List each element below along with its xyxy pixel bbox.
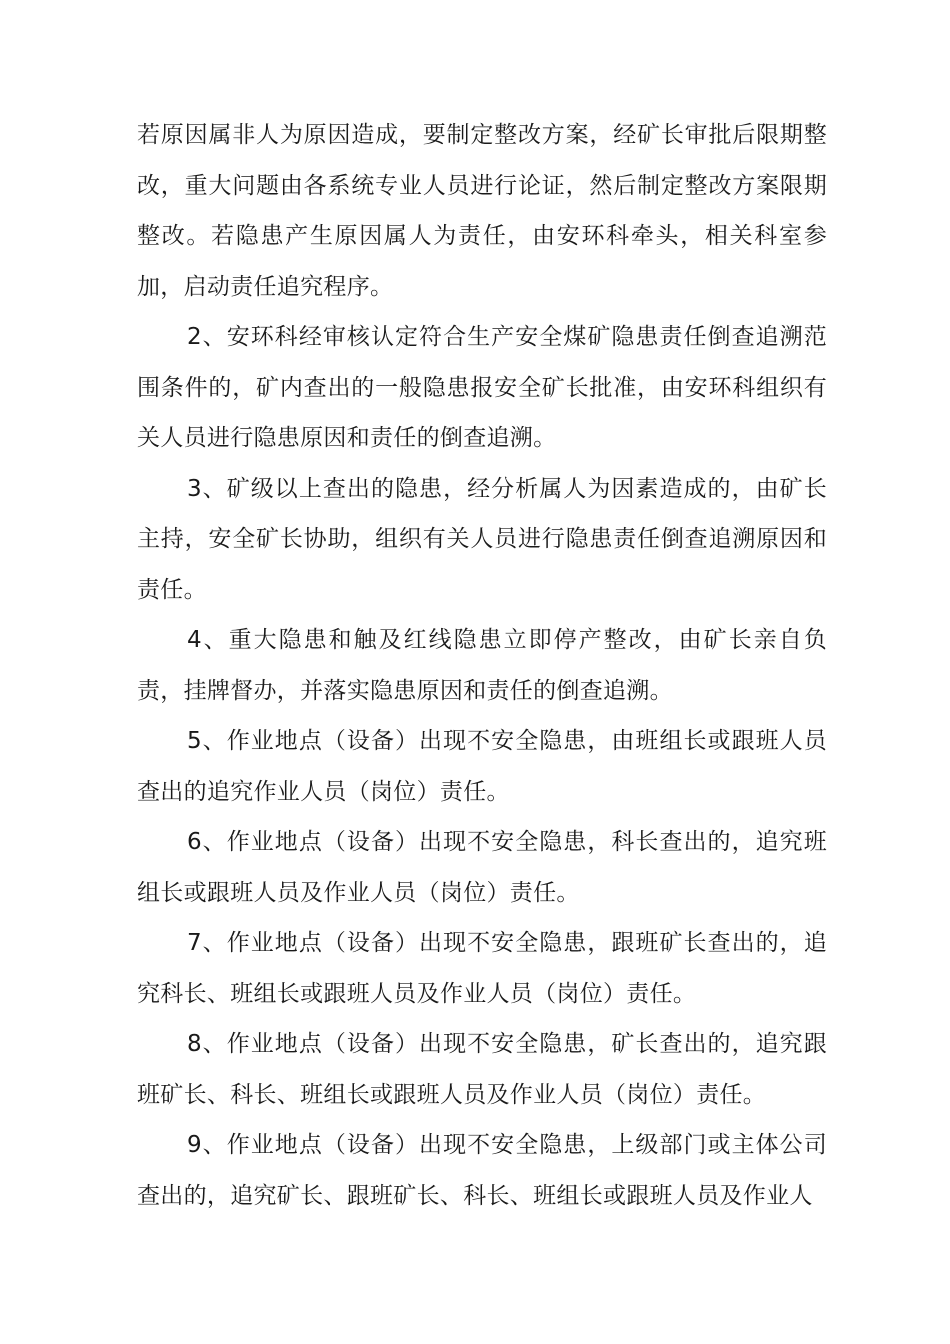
paragraph-item-5: 5、作业地点（设备）出现不安全隐患，由班组长或跟班人员查出的追究作业人员（岗位）责任。: [137, 728, 827, 805]
paragraph-item-2: 2、安环科经审核认定符合生产安全煤矿隐患责任倒查追溯范围条件的，矿内查出的一般隐患报安全矿长批准，由安环科组织有关人员进行隐患原因和责任的倒查追溯。: [137, 324, 827, 451]
paragraph-item-8: 8、作业地点（设备）出现不安全隐患，矿长查出的，追究跟班矿长、科长、班组长或跟班人员及作业人员（岗位）责任。: [137, 1031, 827, 1108]
paragraph-item-7: 7、作业地点（设备）出现不安全隐患，跟班矿长查出的，追究科长、班组长或跟班人员及作业人员（岗位）责任。: [137, 930, 827, 1007]
paragraph-item-3: 3、矿级以上查出的隐患，经分析属人为因素造成的，由矿长主持，安全矿长协助，组织有关人员进行隐患责任倒查追溯原因和责任。: [137, 475, 827, 603]
paragraph-item-6: 6、作业地点（设备）出现不安全隐患，科长查出的，追究班组长或跟班人员及作业人员（岗位）责任。: [137, 829, 827, 906]
document-body: [137, 110, 827, 1221]
paragraph-continuation: 若原因属非人为原因造成，要制定整改方案，经矿长审批后限期整改，重大问题由各系统专业人员进行论证，然后制定整改方案限期整改。若隐患产生原因属人为责任，由安环科牵头，相关科室参加，启动责任追究程序。: [137, 122, 827, 300]
paragraph-item-9: 9、作业地点（设备）出现不安全隐患，上级部门或主体公司查出的，追究矿长、跟班矿长、科长、班组长或跟班人员及作业人: [137, 1132, 827, 1209]
paragraph-item-4: 4、重大隐患和触及红线隐患立即停产整改，由矿长亲自负责，挂牌督办，并落实隐患原因和责任的倒查追溯。: [137, 627, 827, 704]
